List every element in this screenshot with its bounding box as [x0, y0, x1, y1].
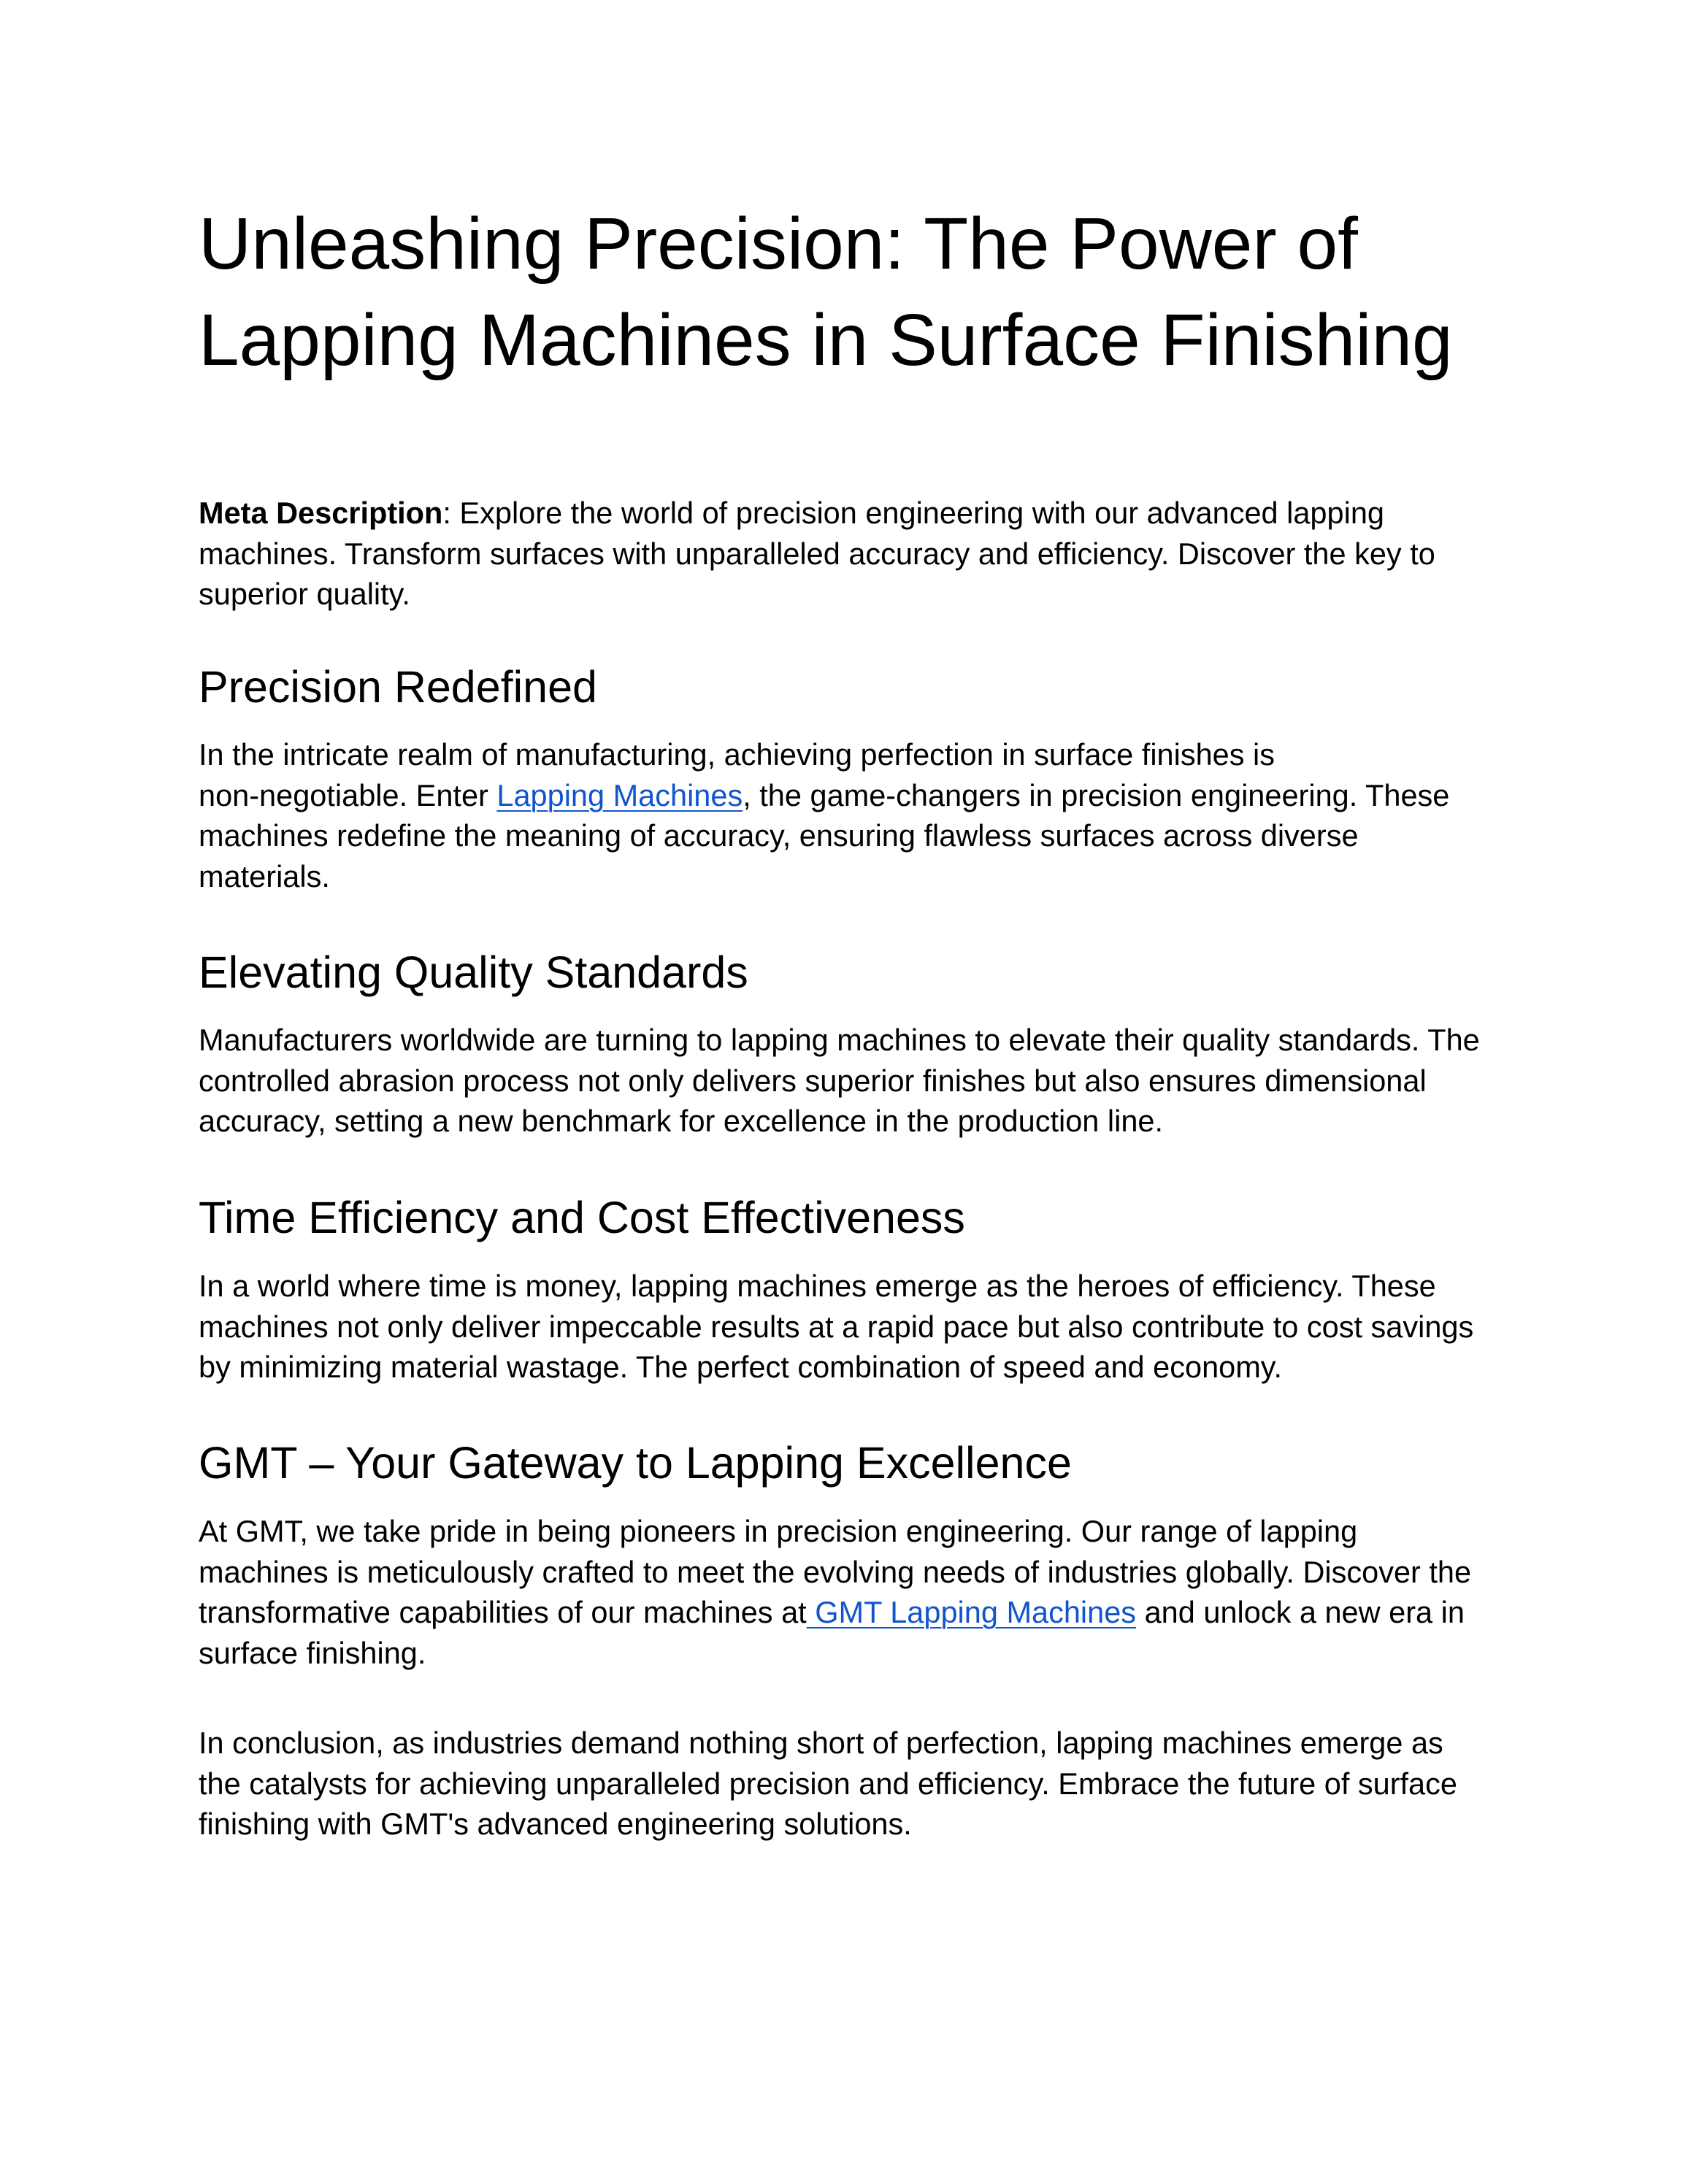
paragraph-line: accuracy, setting a new benchmark for excellence in the production line.	[199, 1104, 1164, 1138]
paragraph-line: surface finishing.	[199, 1635, 426, 1670]
title-line-1: Unleashing Precision: The Power of	[199, 203, 1358, 285]
paragraph-text: non-negotiable. Enter	[199, 777, 497, 812]
section-paragraph-elevating-quality	[199, 1020, 1505, 1142]
page-title	[199, 196, 1505, 388]
section-paragraph-precision-redefined	[199, 734, 1505, 896]
paragraph-text: transformative capabilities of our machines at	[199, 1595, 807, 1629]
paragraph-line: In the intricate realm of manufacturing, achieving perfection in surface finishes is	[199, 737, 1275, 772]
section-paragraph-time-efficiency	[199, 1266, 1505, 1388]
conclusion-paragraph	[199, 1723, 1505, 1845]
meta-description-line-3: superior quality.	[199, 577, 410, 611]
paragraph-line: controlled abrasion process not only delivers superior finishes but also ensures dimensional	[199, 1063, 1427, 1098]
paragraph-line: At GMT, we take pride in being pioneers in precision engineering. Our range of lapping	[199, 1514, 1358, 1548]
paragraph-text: and unlock a new era in	[1136, 1595, 1465, 1629]
paragraph-line: machines redefine the meaning of accuracy, ensuring flawless surfaces across diverse	[199, 818, 1359, 853]
section-heading-elevating-quality: Elevating Quality Standards	[199, 947, 748, 997]
paragraph-line: the catalysts for achieving unparalleled precision and efficiency. Embrace the future of surface	[199, 1766, 1457, 1801]
lapping-machines-link[interactable]: Lapping Machines	[496, 777, 743, 812]
paragraph-text: , the game-changers in precision engineering. These	[743, 777, 1450, 812]
paragraph-line: finishing with GMT's advanced engineering solutions.	[199, 1807, 912, 1841]
section-heading-time-efficiency: Time Efficiency and Cost Effectiveness	[199, 1193, 965, 1242]
section-heading-precision-redefined: Precision Redefined	[199, 662, 597, 712]
paragraph-line: In a world where time is money, lapping machines emerge as the heroes of efficiency. These	[199, 1269, 1436, 1303]
meta-description-text: : Explore the world of precision engineering with our advanced lapping	[442, 496, 1384, 530]
section-heading-gmt-gateway: GMT – Your Gateway to Lapping Excellence	[199, 1438, 1072, 1488]
paragraph-line: machines is meticulously crafted to meet the evolving needs of industries globally. Discover the	[199, 1554, 1472, 1589]
paragraph-line: Manufacturers worldwide are turning to lapping machines to elevate their quality standards. The	[199, 1023, 1480, 1057]
meta-description-label: Meta Description	[199, 496, 443, 530]
gmt-lapping-machines-link[interactable]: GMT Lapping Machines	[806, 1595, 1137, 1629]
title-line-2: Lapping Machines in Surface Finishing	[199, 299, 1453, 381]
paragraph-line: machines not only deliver impeccable results at a rapid pace but also contribute to cost savings	[199, 1309, 1474, 1344]
meta-description	[199, 493, 1505, 615]
paragraph-line: materials.	[199, 858, 330, 893]
meta-description-line-2: machines. Transform surfaces with unparalleled accuracy and efficiency. Discover the key to	[199, 536, 1435, 571]
paragraph-line: by minimizing material wastage. The perfect combination of speed and economy.	[199, 1350, 1283, 1384]
section-paragraph-gmt-gateway	[199, 1511, 1505, 1673]
paragraph-line: In conclusion, as industries demand nothing short of perfection, lapping machines emerge as	[199, 1726, 1443, 1760]
